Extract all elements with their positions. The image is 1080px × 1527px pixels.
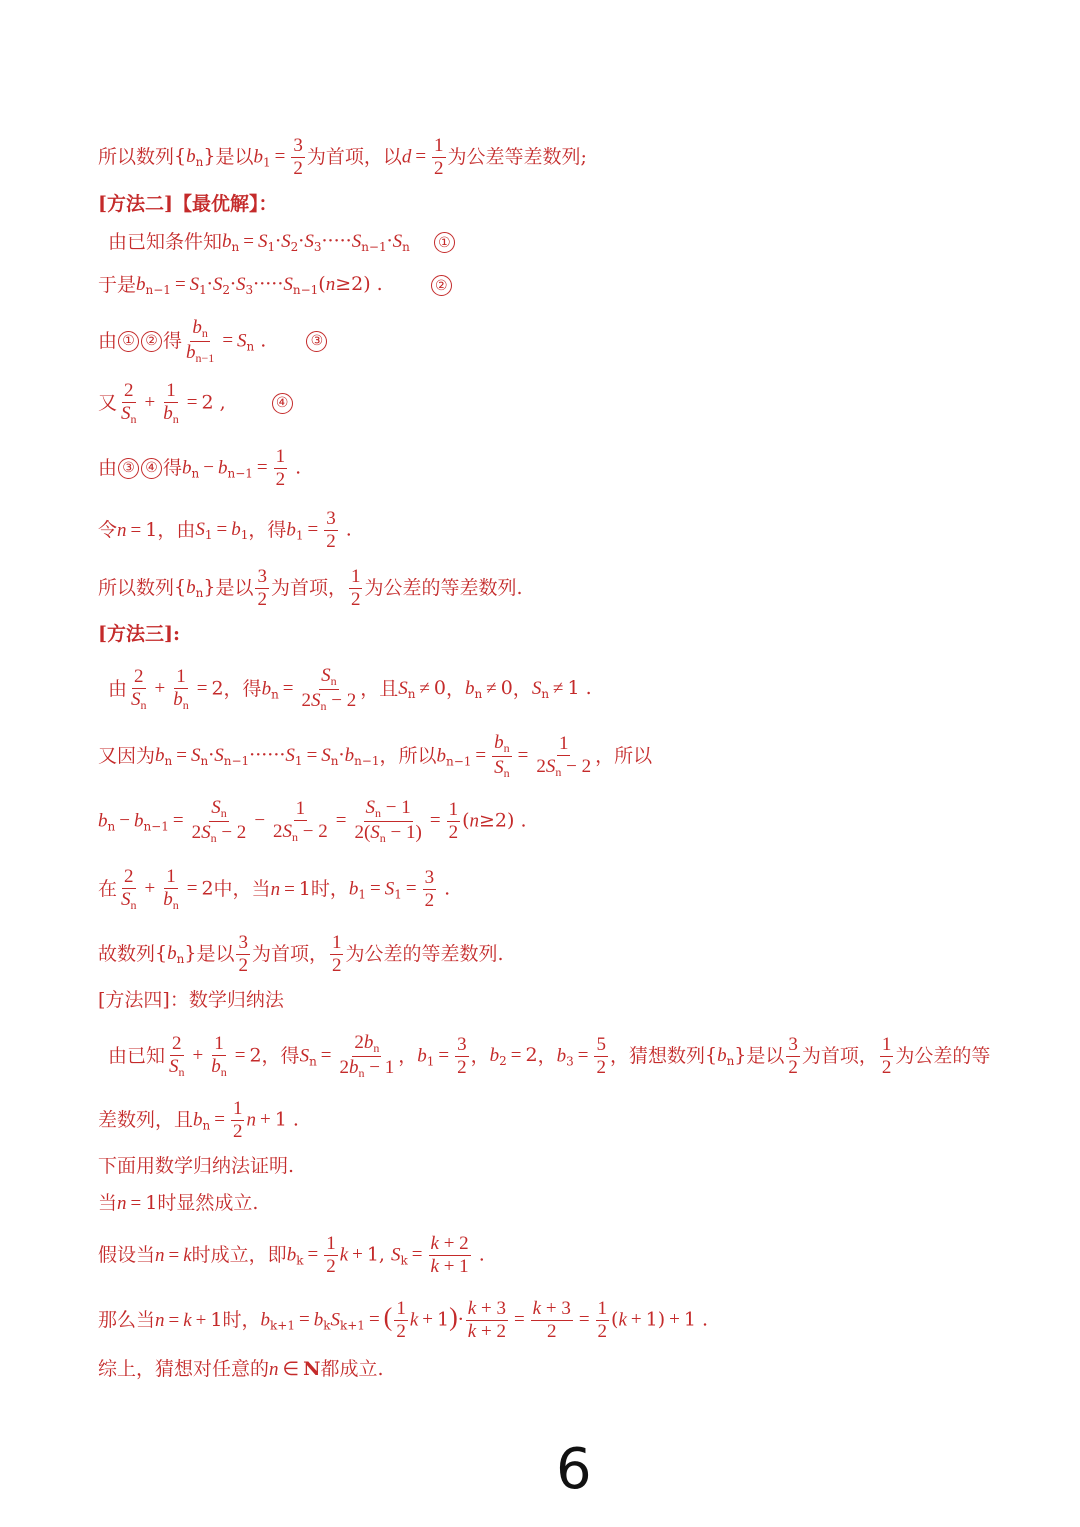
circled-4: ④ <box>141 458 162 479</box>
formula: $b_n \ne 0$ <box>465 676 513 701</box>
fraction: 3 2 <box>238 932 248 976</box>
formula: $b_{n-1} = S_1\cdot S_2\cdot S_3\cdot\cdot\cdot\cdot\cdot S_{n-1}(n\ge 2)$ . <box>136 273 383 297</box>
method2-heading: [方法二]【最优解】： <box>98 193 278 215</box>
text: ，所以 <box>379 744 437 767</box>
text: 中，当 <box>213 877 271 900</box>
line-8 <box>98 566 523 611</box>
line-12 <box>98 866 450 913</box>
line-17 <box>98 1194 258 1213</box>
text: ，且 <box>360 677 399 700</box>
circled-1: ① <box>434 232 455 253</box>
formula: $b_3$ = $\frac{5}{2}$ <box>556 1033 606 1078</box>
line-13 <box>98 932 504 977</box>
formula: $b_n = S_1\cdot S_2\cdot S_3\cdot\cdot\cdot\cdot\cdot S_{n-1}\cdot S_n$ <box>222 230 410 254</box>
formula: $b_1$ = $\frac{3}{2}$ . <box>286 508 352 552</box>
text: 时， <box>310 877 349 900</box>
formula: $b_n - b_{n-1}$ = $\frac{S_n}{2S_n - 2}$ − $\frac{1}{2S_n - 2}$ = $\frac{S_n - 1}{2(S_n - 1)}$ = $\frac{1}{2}$ (n≥2) . <box>98 797 527 845</box>
text: 在 <box>98 877 118 900</box>
formula: $b_n$ = $\frac{1}{2}$ n + 1 . <box>193 1098 299 1142</box>
text: 由 <box>108 677 128 700</box>
formula-bn-set: $\{b_n\}$ <box>704 1043 747 1068</box>
fraction: 1 2 <box>881 1033 892 1078</box>
text: 时， <box>222 1308 261 1331</box>
text: ， <box>398 1044 418 1067</box>
text: 都成立. <box>320 1358 384 1380</box>
text: 又因为 <box>98 744 156 767</box>
text: 时显然成立. <box>157 1192 259 1214</box>
text: 当 <box>98 1192 118 1214</box>
text: 为首项， <box>270 576 347 599</box>
text: 由已知条件知 <box>108 231 223 253</box>
text: 又 <box>98 391 118 414</box>
line-18 <box>98 1233 485 1278</box>
formula: $b_n - b_{n-1}$ = $\frac{1}{2}$ . <box>182 446 302 490</box>
formula: $b_1$ = $\frac{3}{2}$ <box>417 1033 467 1078</box>
text: 为公差的等差数列. <box>345 942 504 965</box>
formula: $b_{k+1} = b_kS_{k+1}$ = ( $\frac{1}{2}$ k + 1)· $\frac{k + 3}{k + 2}$ = $\frac{k + 3}{2}$ = $\frac{1}{2}$ (k + 1) + 1 . <box>260 1298 709 1342</box>
formula-bn-set: $\{b_n\}$ <box>174 144 216 169</box>
method3-heading: [方法三]: <box>98 623 180 645</box>
text: 差数列，且 <box>98 1108 194 1131</box>
formula: $b_1 = S_1$ = $\frac{3}{2}$ . <box>348 866 451 911</box>
text: 是以 <box>215 576 254 599</box>
formula: $b_{n-1}$ = $\frac{b_n}{S_n}$ = $\frac{1}{2S_n - 2}$ <box>436 732 592 780</box>
formula: $b_2 = 2$ <box>489 1043 538 1068</box>
text: 为公差等差数列; <box>447 145 587 168</box>
formula: n = 1 <box>270 877 311 900</box>
text: 那么当 <box>98 1308 156 1331</box>
formula: $\frac{2}{S_n}$ + $\frac{1}{b_n}$ = 2 <box>169 1032 262 1079</box>
line-16: 下面用数学归纳法证明. <box>98 1155 295 1177</box>
line-3 <box>98 275 453 296</box>
fraction: 3 2 <box>788 1033 798 1078</box>
text: 为公差的等差数列. <box>364 576 523 599</box>
formula: $S_n \ne 1$ . <box>531 676 592 701</box>
line-4 <box>98 317 328 366</box>
text: ， <box>446 677 466 700</box>
text: ，得 <box>248 518 287 541</box>
text: 为首项，以 <box>306 145 402 168</box>
line-5 <box>98 380 294 427</box>
text: ，所以 <box>595 744 653 767</box>
text: 是以 <box>196 942 235 965</box>
circled-4: ④ <box>272 393 293 414</box>
formula: $b_n$ = $\frac{S_n}{2S_n - 2}$ <box>261 665 357 713</box>
formula: d = $\frac{1}{2}$ <box>401 135 444 179</box>
text: ，得 <box>223 677 262 700</box>
text: 由 <box>98 456 118 479</box>
formula: $b_k$ = $\frac{1}{2}$ k + 1, $S_k$ = $\frac{k + 2}{k + 1}$ . <box>286 1233 485 1277</box>
circled-3: ③ <box>118 458 139 479</box>
text: 令 <box>98 518 118 541</box>
text: ，由 <box>157 518 196 541</box>
circled-3: ③ <box>306 331 327 352</box>
circled-2: ② <box>141 331 162 352</box>
text: ，猜想数列 <box>609 1044 705 1067</box>
line-19 <box>98 1298 708 1343</box>
formula: n = 1 <box>117 1192 158 1214</box>
line-11 <box>98 797 526 846</box>
formula: $\frac{2}{S_n}$ + $\frac{1}{b_n}$ = 2 <box>121 866 214 912</box>
fraction: 3 2 <box>257 566 267 610</box>
line-6 <box>98 446 301 491</box>
line-14 <box>108 1032 990 1081</box>
circled-2: ② <box>431 275 452 296</box>
text: 所以数列 <box>98 576 175 599</box>
line-1 <box>98 135 587 180</box>
formula-bn-set: $\{b_n\}$ <box>174 575 216 600</box>
text: 得 <box>163 329 183 352</box>
method4-heading: [方法四]：数学归纳法 <box>98 989 284 1011</box>
circled-1: ① <box>118 331 139 352</box>
line-2 <box>108 232 456 253</box>
text: 由 <box>98 329 118 352</box>
formula: n = 1 <box>117 518 158 541</box>
text: 为首项， <box>801 1044 878 1067</box>
text: 得 <box>163 456 183 479</box>
line-7 <box>98 508 352 553</box>
text: ， <box>470 1044 490 1067</box>
text: 综上，猜想对任意的 <box>98 1358 270 1380</box>
formula: $\frac{b_n}{b_{n-1}}$ = $S_n$ . <box>186 317 267 365</box>
text: 是以 <box>746 1044 785 1067</box>
formula: n = k + 1 <box>155 1308 223 1331</box>
line-9 <box>108 665 592 714</box>
formula: $\frac{2}{S_n}$ + $\frac{1}{b_n}$ = 2 , <box>121 380 226 426</box>
formula: n = k <box>155 1244 192 1266</box>
text: ，得 <box>261 1044 300 1067</box>
page-number: 6 <box>556 1437 592 1502</box>
fraction: 1 2 <box>331 932 342 976</box>
line-10 <box>98 732 652 781</box>
text: 故数列 <box>98 942 156 965</box>
formula: n ∈ N <box>269 1358 321 1380</box>
text: ， <box>512 677 532 700</box>
formula: $S_n \ne 0$ <box>398 676 447 701</box>
text: 于是 <box>98 274 137 296</box>
formula: $S_1 = b_1$ <box>195 518 249 542</box>
text: ， <box>537 1044 557 1067</box>
formula-bn-set: $\{b_n\}$ <box>155 941 197 966</box>
text: 时成立，即 <box>191 1243 287 1266</box>
text: 由已知 <box>108 1044 166 1067</box>
formula: $S_n$ = $\frac{2b_n}{2b_n - 1}$ <box>299 1032 395 1080</box>
text: 假设当 <box>98 1243 156 1266</box>
formula: $b_1$ = $\frac{3}{2}$ <box>253 135 303 179</box>
formula: $b_n = S_n\cdot S_{n-1}\cdot\cdot\cdot\cdot\cdot\cdot S_1 = S_n\cdot b_{n-1}$ <box>155 743 380 768</box>
text: 是以 <box>215 145 254 168</box>
text: 所以数列 <box>98 145 175 168</box>
text: 为首项， <box>251 942 328 965</box>
formula: $\frac{2}{S_n}$ + $\frac{1}{b_n}$ = 2 <box>131 665 224 712</box>
line-15 <box>98 1098 299 1143</box>
text: 为公差的等 <box>895 1044 991 1067</box>
fraction: 1 2 <box>350 566 361 610</box>
line-20 <box>98 1360 384 1379</box>
